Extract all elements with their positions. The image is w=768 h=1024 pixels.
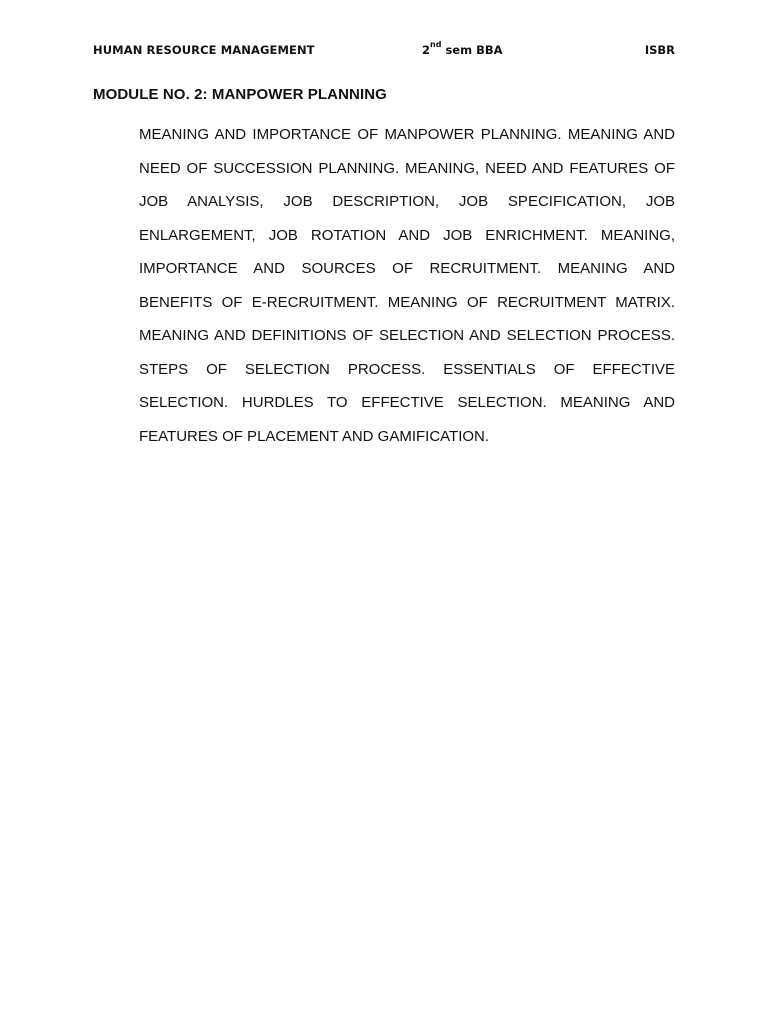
header-course-title: HUMAN RESOURCE MANAGEMENT [93, 43, 315, 57]
semester-program: sem BBA [441, 43, 503, 57]
header-institute: ISBR [644, 43, 675, 57]
semester-number: 2 [422, 43, 431, 57]
header-semester [422, 40, 503, 57]
module-syllabus-text: MEANING AND IMPORTANCE OF MANPOWER PLANNING. MEANING AND NEED OF SUCCESSION PLANNING. MEANING, NEED AND FEATURES OF JOB ANALYSIS, JOB DESCRIPTION, JOB SPECIFICATION, JOB ENLARGEMENT, JOB ROTATION AND JOB ENRICHMENT. MEANING, IMPORTANCE AND SOURCES OF RECRUITMENT. MEANING AND BENEFITS OF E-RECRUITMENT. MEANING OF RECRUITMENT MATRIX. MEANING AND DEFINITIONS OF SELECTION AND SELECTION PROCESS. STEPS OF SELECTION PROCESS. ESSENTIALS OF EFFECTIVE SELECTION. HURDLES TO EFFECTIVE SELECTION. MEANING AND FEATURES OF PLACEMENT AND GAMIFICATION. [139, 126, 675, 445]
page-header [93, 40, 675, 63]
module-title: MODULE NO. 2: MANPOWER PLANNING [93, 86, 387, 103]
semester-suffix: nd [430, 40, 442, 49]
